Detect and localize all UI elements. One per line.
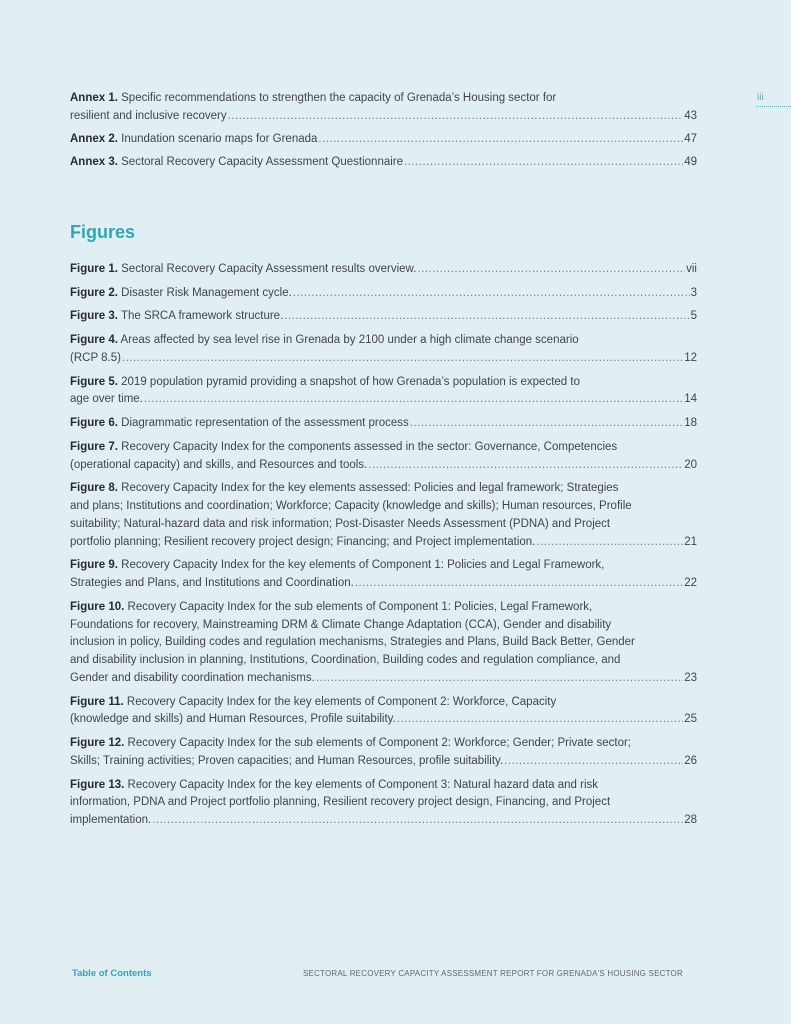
- toc-page-number: 47: [684, 132, 697, 145]
- toc-page-number: 23: [684, 671, 697, 684]
- footer-report-title: SECTORAL RECOVERY CAPACITY ASSESSMENT REPORT FOR GRENADA'S HOUSING SECTOR: [303, 969, 683, 978]
- toc-entry-text: Diagrammatic representation of the assessment process: [121, 417, 409, 430]
- toc-page-number: 5: [690, 310, 697, 323]
- annex-list: [70, 90, 697, 177]
- toc-entry-label: Annex 1.: [70, 92, 118, 104]
- toc-entry-label: Figure 9.: [70, 559, 118, 572]
- toc-entry-text: inclusion in policy, Building codes and regulation mechanisms, Strategies and Plans, Build Back Better, Gender: [70, 636, 635, 649]
- toc-entry-text: Inundation scenario maps for Grenada: [121, 132, 318, 145]
- toc-entry-text: Gender and disability coordination mechanisms.: [70, 671, 315, 684]
- dot-leader: [397, 711, 683, 729]
- dot-leader: [504, 753, 683, 771]
- toc-entry[interactable]: [70, 777, 697, 830]
- toc-entry-text: Foundations for recovery, Mainstreaming DRM & Climate Change Adaptation (CCA), Gender and disability: [70, 618, 612, 631]
- page-number: iii: [757, 92, 764, 103]
- toc-entry[interactable]: [70, 599, 697, 688]
- dot-leader: [293, 285, 690, 303]
- toc-entry[interactable]: [70, 154, 697, 172]
- dot-leader: [410, 415, 683, 433]
- dot-leader: [404, 154, 683, 172]
- toc-entry-label: Figure 5.: [70, 375, 118, 388]
- dot-leader: [284, 308, 689, 326]
- dot-leader: [316, 670, 683, 688]
- toc-entry[interactable]: [70, 374, 697, 410]
- toc-entry-label: Figure 3.: [70, 310, 118, 323]
- toc-entry[interactable]: [70, 308, 697, 326]
- toc-entry-text: Areas affected by sea level rise in Grenada by 2100 under a high climate change scenario: [120, 334, 579, 347]
- toc-entry-text: (knowledge and skills) and Human Resources, Profile suitability.: [70, 713, 396, 726]
- toc-entry-label: Figure 8.: [70, 482, 118, 495]
- toc-page-number: 3: [690, 286, 697, 299]
- figure-list: [70, 261, 697, 836]
- toc-entry-label: Annex 2.: [70, 132, 118, 145]
- toc-entry-text: The SRCA framework structure.: [120, 310, 284, 323]
- toc-entry-label: Figure 1.: [70, 263, 118, 275]
- toc-entry-text: Specific recommendations to strengthen the capacity of Grenada’s Housing sector for: [121, 92, 557, 104]
- toc-entry-label: Figure 13.: [70, 778, 125, 791]
- dot-leader: [417, 261, 685, 279]
- toc-entry-text: suitability; Natural-hazard data and risk information; Post-Disaster Needs Assessment (PDNA) and Project: [70, 517, 611, 530]
- toc-entry-label: Figure 2.: [70, 286, 118, 299]
- toc-entry-text: information, PDNA and Project portfolio planning, Resilient recovery project design, Financing, and Project: [70, 796, 611, 809]
- toc-page-number: 12: [684, 351, 697, 364]
- toc-entry-label: Figure 4.: [70, 334, 118, 347]
- toc-entry-text: Recovery Capacity Index for the key elements of Component 3: Natural hazard data and risk: [127, 778, 598, 791]
- toc-page-number: 49: [684, 156, 697, 169]
- toc-entry[interactable]: [70, 285, 697, 303]
- toc-entry-text: age over time.: [70, 393, 143, 406]
- toc-entry-text: (operational capacity) and skills, and Resources and tools.: [70, 458, 368, 471]
- dot-leader: [144, 391, 683, 409]
- toc-entry-label: Figure 6.: [70, 417, 118, 430]
- toc-entry-text: (RCP 8.5): [70, 351, 121, 364]
- toc-page-number: 20: [684, 458, 697, 471]
- dot-leader: [318, 131, 683, 149]
- toc-entry[interactable]: [70, 415, 697, 433]
- dot-leader: [122, 350, 683, 368]
- toc-entry-text: Disaster Risk Management cycle.: [121, 286, 292, 299]
- figures-heading: Figures: [70, 222, 136, 242]
- toc-page-number: 43: [684, 109, 697, 122]
- toc-entry-text: portfolio planning; Resilient recovery project design; Financing; and Project implementation.: [70, 535, 536, 548]
- toc-page-number: 14: [684, 393, 697, 406]
- toc-page-number: vii: [686, 263, 697, 275]
- toc-entry-text: 2019 population pyramid providing a snapshot of how Grenada’s population is expected to: [121, 375, 580, 388]
- toc-entry-text: Recovery Capacity Index for the key elements of Component 1: Policies and Legal Framework,: [121, 559, 605, 572]
- toc-entry-text: Strategies and Plans, and Institutions and Coordination.: [70, 577, 354, 590]
- toc-entry[interactable]: [70, 694, 697, 730]
- dot-leader: [368, 457, 683, 475]
- toc-page-number: 22: [684, 577, 697, 590]
- toc-page-number: 18: [684, 417, 697, 430]
- toc-entry-label: Annex 3.: [70, 156, 118, 169]
- footer-toc-link[interactable]: Table of Contents: [72, 968, 152, 979]
- toc-entry-text: Recovery Capacity Index for the key elements of Component 2: Workforce, Capacity: [126, 695, 557, 708]
- toc-page-number: 21: [684, 535, 697, 548]
- toc-page-number: 25: [684, 713, 697, 726]
- dot-leader: [536, 534, 683, 552]
- toc-entry[interactable]: [70, 735, 697, 771]
- page-number-rule: [756, 106, 791, 107]
- toc-entry[interactable]: [70, 90, 697, 126]
- dot-leader: [228, 108, 684, 126]
- toc-page-number: 28: [684, 814, 697, 827]
- toc-entry-text: Skills; Training activities; Proven capacities; and Human Resources, profile suitability.: [70, 754, 504, 767]
- toc-entry-label: Figure 12.: [70, 737, 125, 750]
- toc-entry-label: Figure 11.: [70, 695, 124, 708]
- toc-entry-text: Recovery Capacity Index for the sub elements of Component 2: Workforce; Gender; Private sector;: [127, 737, 631, 750]
- toc-entry-text: Recovery Capacity Index for the components assessed in the sector: Governance, Competencies: [121, 440, 618, 453]
- toc-entry[interactable]: [70, 131, 697, 149]
- toc-entry-text: resilient and inclusive recovery: [70, 109, 227, 122]
- toc-page-number: 26: [684, 754, 697, 767]
- toc-entry-text: implementation.: [70, 814, 152, 827]
- toc-entry-text: and plans; Institutions and coordination; Workforce; Capacity (knowledge and skills); Human resources, Profile: [70, 500, 632, 512]
- toc-entry-label: Figure 7.: [70, 440, 118, 453]
- toc-entry-label: Figure 10.: [70, 600, 125, 613]
- toc-entry[interactable]: [70, 557, 697, 593]
- dot-leader: [355, 575, 683, 593]
- toc-entry-text: Sectoral Recovery Capacity Assessment results overview.: [121, 263, 417, 275]
- toc-entry-text: Recovery Capacity Index for the key elements assessed: Policies and legal framework; Strategies: [121, 482, 619, 495]
- toc-entry[interactable]: [70, 261, 697, 279]
- toc-entry[interactable]: [70, 439, 697, 475]
- dot-leader: [152, 812, 683, 830]
- toc-entry-text: Sectoral Recovery Capacity Assessment Questionnaire: [121, 156, 404, 169]
- toc-entry[interactable]: [70, 480, 697, 551]
- toc-entry[interactable]: [70, 332, 697, 368]
- toc-entry-text: and disability inclusion in planning, Institutions, Coordination, Building codes and regulation compliance, and: [70, 654, 621, 667]
- toc-entry-text: Recovery Capacity Index for the sub elements of Component 1: Policies, Legal Framework,: [127, 600, 593, 613]
